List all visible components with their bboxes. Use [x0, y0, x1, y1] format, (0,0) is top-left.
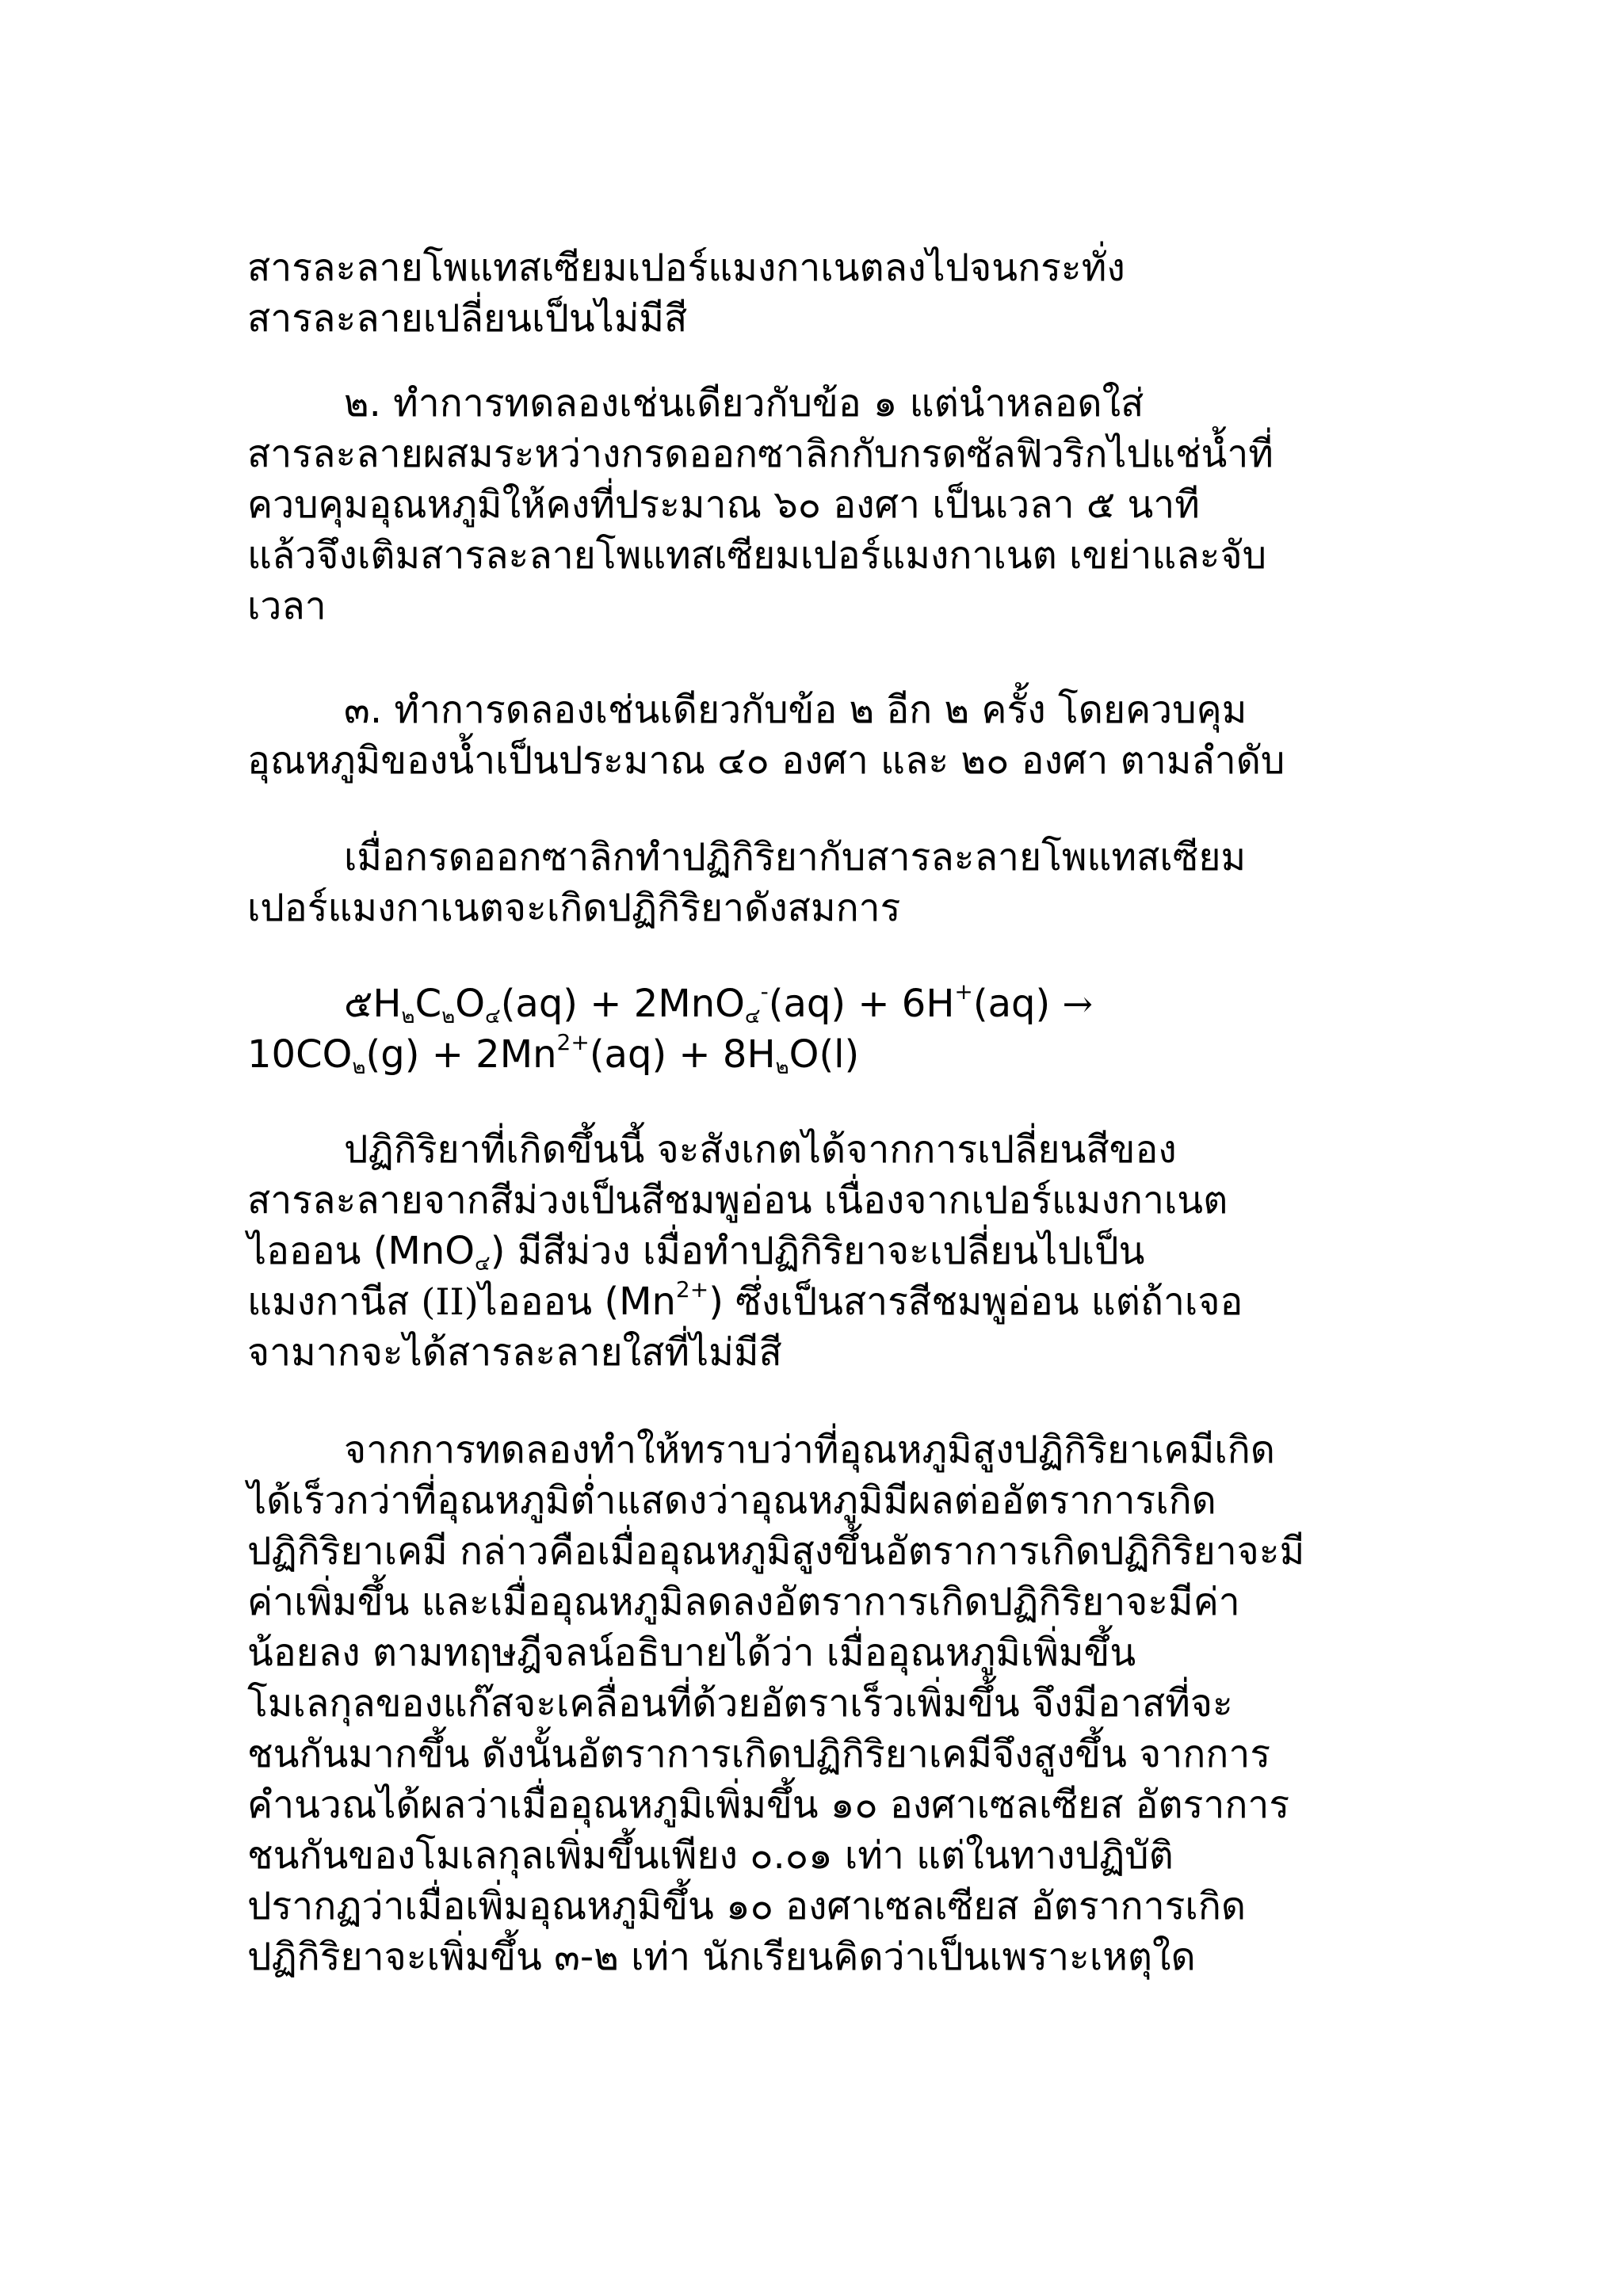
text-line: แล้วจึงเติมสารละลายโพแทสเซียมเปอร์แมงกาเนต เขย่าและจับ [247, 533, 1267, 578]
text-line: ๓. ทำการดลองเช่นเดียวกับข้อ ๒ อีก ๒ ครั้ง โดยควบคุม [344, 688, 1247, 732]
text-line: ๒. ทำการทดลองเช่นเดียวกับข้อ ๑ แต่นำหลอดใส่ [344, 381, 1144, 425]
equation-text: C [414, 982, 442, 1026]
text-fragment: ไอออน (Mn [478, 1280, 676, 1324]
text-line: จามากจะได้สารละลายใสที่ไม่มีสี [247, 1330, 782, 1375]
equation-superscript: + [954, 978, 973, 1005]
text-line: จากการทดลองทำให้ทราบว่าที่อุณหภูมิสูงปฏิกิริยาเคมีเกิด [344, 1428, 1275, 1472]
paragraph-6 [247, 1425, 1381, 1982]
text-line [247, 1276, 1381, 1327]
equation-text: (aq) + 6H [768, 982, 955, 1026]
paragraph-3 [247, 685, 1381, 786]
equation-subscript: ๒ [775, 1055, 789, 1079]
equation-line-2 [247, 1029, 1381, 1080]
text-line: สารละลายเปลี่ยนเป็นไม่มีสี [247, 296, 688, 341]
text-line [247, 1226, 1381, 1276]
text-line: สารละลายโพแทสเซียมเปอร์แมงกาเนตลงไปจนกระทั่ง [247, 246, 1125, 290]
equation-text: (aq) + 8H [589, 1032, 776, 1077]
equation-text: O(l) [789, 1032, 860, 1077]
text-line: อุณหภูมิของน้ำเป็นประมาณ ๔๐ องศา และ ๒๐ องศา ตามลำดับ [247, 738, 1285, 783]
equation-text: ๕H [344, 982, 402, 1026]
equation-text: (g) + 2Mn [365, 1032, 557, 1077]
paragraph-2 [247, 378, 1381, 631]
equation-subscript: ๔ [744, 1005, 761, 1028]
text-line: โมเลกุลของแก๊สจะเคลื่อนที่ด้วยอัตราเร็วเพิ่มขึ้น จึงมีอาสที่จะ [247, 1681, 1233, 1726]
equation-superscript: - [760, 978, 769, 1005]
text-line: สารละลายผสมระหว่างกรดออกซาลิกกับกรดซัลฟิวริกไปแช่น้ำที่ [247, 432, 1274, 476]
text-line: ควบคุมอุณหภูมิให้คงที่ประมาณ ๖๐ องศา เป็นเวลา ๕ นาที [247, 482, 1200, 527]
text-fragment: แมงกานีส [247, 1280, 422, 1324]
text-line: เมื่อกรดออกซาลิกทำปฏิกิริยากับสารละลายโพแทสเซียม [344, 835, 1247, 879]
oxidation-state: (II) [421, 1280, 479, 1323]
text-line: ปรากฏว่าเมื่อเพิ่มอุณหภูมิขึ้น ๑๐ องศาเซลเซียส อัตราการเกิด [247, 1884, 1247, 1928]
equation-text: (aq) [972, 982, 1063, 1026]
text-line: ได้เร็วกว่าที่อุณหภูมิต่ำแสดงว่าอุณหภูมิมีผลต่ออัตราการเกิด [247, 1478, 1216, 1523]
text-line: สารละลายจากสีม่วงเป็นสีชมพูอ่อน เนื่องจากเปอร์แมงกาเนต [247, 1178, 1228, 1222]
text-line: เปอร์แมงกาเนตจะเกิดปฏิกิริยาดังสมการ [247, 886, 901, 930]
text-line: ปฏิกิริยาที่เกิดขึ้นนี้ จะสังเกตได้จากการเปลี่ยนสีของ [344, 1127, 1177, 1172]
reaction-arrow-icon: → [1062, 982, 1094, 1025]
text-fragment: ) มีสีม่วง เมื่อทำปฏิกิริยาจะเปลี่ยนไปเป็น [490, 1229, 1145, 1273]
text-line: น้อยลง ตามทฤษฎีจลน์อธิบายได้ว่า เมื่ออุณหภูมิเพิ่มขึ้น [247, 1630, 1136, 1675]
text-line: เวลา [247, 584, 327, 628]
text-fragment: ) ซึ่งเป็นสารสีชมพูอ่อน แต่ถ้าเจอ [708, 1280, 1243, 1324]
text-line: ปฏิกิริยาจะเพิ่มขึ้น ๓-๒ เท่า นักเรียนคิดว่าเป็นเพราะเหตุใด [247, 1935, 1196, 1979]
equation-subscript: ๒ [401, 1005, 415, 1028]
equation-text: (aq) + 2MnO [500, 982, 745, 1026]
paragraph-4 [247, 832, 1381, 933]
text-line: ปฏิกิริยาเคมี กล่าวคือเมื่ออุณหภูมิสูงขึ้นอัตราการเกิดปฏิกิริยาจะมี [247, 1529, 1305, 1573]
text-line: ค่าเพิ่มขึ้น และเมื่ออุณหภูมิลดลงอัตราการเกิดปฏิกิริยาจะมีค่า [247, 1580, 1240, 1624]
equation-subscript: ๔ [485, 1005, 501, 1028]
equation-text: O [455, 982, 485, 1026]
text-line: ชนกันมากขึ้น ดังนั้นอัตราการเกิดปฏิกิริยาเคมีจึงสูงขึ้น จากการ [247, 1732, 1271, 1776]
text-line: คำนวณได้ผลว่าเมื่ออุณหภูมิเพิ่มขึ้น ๑๐ องศาเซลเซียส อัตราการ [247, 1783, 1290, 1827]
subscript: ๔ [475, 1252, 491, 1276]
equation-line-1 [247, 978, 1381, 1029]
paragraph-5 [247, 1124, 1381, 1378]
equation-subscript: ๒ [352, 1055, 366, 1079]
equation-superscript: 2+ [556, 1029, 590, 1055]
equation-text: 10CO [247, 1032, 353, 1077]
chemical-equation [247, 978, 1381, 1080]
text-line: ชนกันของโมเลกุลเพิ่มขึ้นเพียง ๐.๐๑ เท่า แต่ในทางปฏิบัติ [247, 1833, 1174, 1878]
superscript: 2+ [675, 1276, 709, 1302]
text-fragment: ไอออน (MnO [247, 1229, 475, 1273]
paragraph-1 [247, 242, 1381, 344]
equation-subscript: ๒ [441, 1005, 456, 1028]
